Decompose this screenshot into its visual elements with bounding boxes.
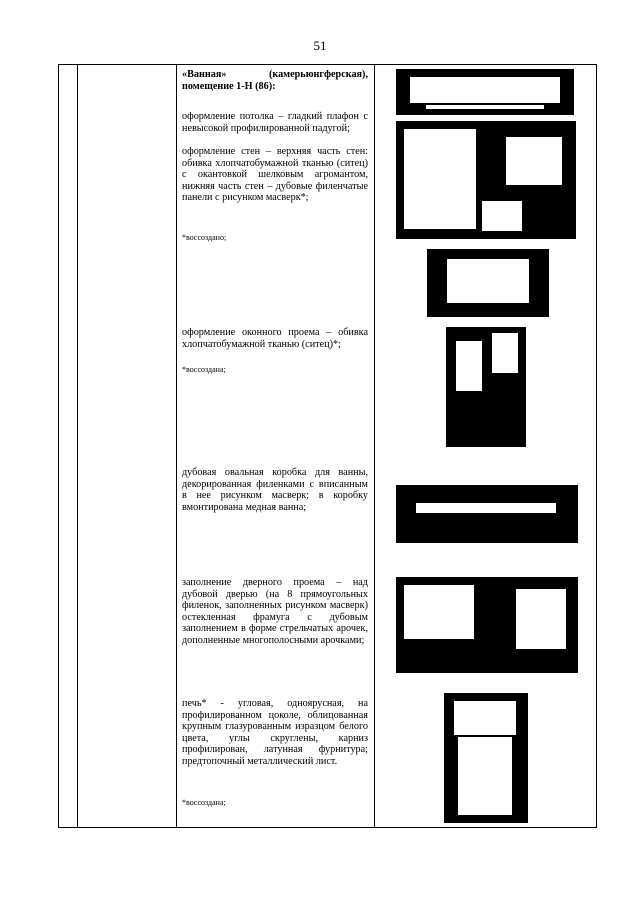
photo-doorway bbox=[396, 577, 578, 687]
item-walls: оформление стен – верхняя часть стен: обивка хлопчатобумажной тканью (ситец) с окантовкой шелковым агромантом, нижняя часть стен – дубовые филенчатые панели с рисунком масверк*; bbox=[182, 146, 368, 204]
column-divider bbox=[77, 65, 78, 827]
footnote: *воссоздана; bbox=[182, 365, 226, 374]
item-window: оформление оконного проема – обивка хлопчатобумажной тканью (ситец)*; bbox=[182, 327, 368, 350]
photo-window bbox=[446, 327, 526, 447]
page-number: 51 bbox=[313, 38, 327, 53]
section-heading: «Ванная» (камерьюнгферская), помещение 1-Н (86): bbox=[182, 69, 368, 92]
column-divider bbox=[374, 65, 375, 827]
item-stove: печь* - угловая, одноярусная, на профилированном цоколе, облицованная крупным глазурованным изразцом белого цвета, углы скруглены, карниз профилирован, латунная фурнитура; предтопочный металлический лист. bbox=[182, 698, 368, 767]
photo-bathtub bbox=[396, 463, 578, 559]
photo-ceiling bbox=[396, 69, 574, 115]
document-table bbox=[58, 64, 597, 828]
item-doorway: заполнение дверного проема – над дубовой дверью (на 8 прямоугольных филенок, заполненных рисунком масверк) остекленная фрамуга с дубовым заполнением в форме стрельчатых арочек, дополненные многополосными арочками; bbox=[182, 577, 368, 646]
footnote: *воссоздана; bbox=[182, 798, 226, 807]
photo-stove bbox=[444, 693, 528, 823]
item-ceiling: оформление потолка – гладкий плафон с невысокой профилированной падугой; bbox=[182, 111, 368, 134]
footnote: *воссоздано; bbox=[182, 233, 227, 242]
photo-window-frame bbox=[427, 249, 549, 317]
item-bathtub: дубовая овальная коробка для ванны, декорированная филенками с вписанным в нее рисунком масверк; в коробку вмонтирована медная ванна; bbox=[182, 467, 368, 513]
photo-walls bbox=[396, 121, 576, 239]
column-divider bbox=[176, 65, 177, 827]
